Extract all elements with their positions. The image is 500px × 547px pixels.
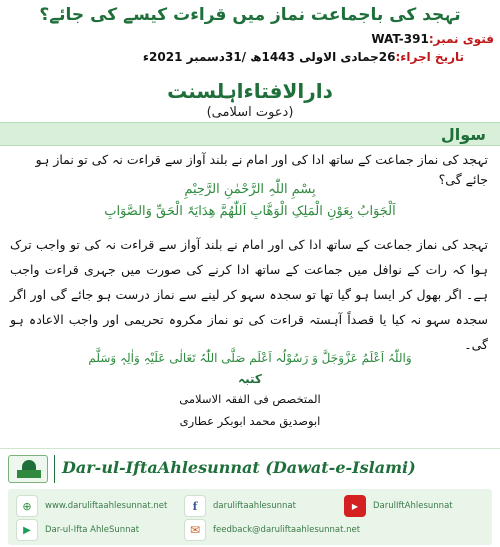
section-label: سوال [440, 125, 486, 144]
page-title: تہجد کی باجماعت نماز میں قراءت کیسے کی جائے؟ [39, 5, 461, 25]
written-by-label: کتبہ [238, 372, 262, 386]
issue-date-row [6, 48, 494, 66]
fatwa-number-value: WAT-391 [371, 32, 429, 46]
top-banner [0, 0, 500, 30]
youtube-icon: ▶ [344, 495, 366, 517]
contact-website-text: www.daruliftaahlesunnat.net [45, 501, 168, 511]
organization-heading [0, 78, 500, 122]
answer-text: تہجد کی نماز جماعت کے ساتھ ادا کی اور امام نے بلند آواز سے قراءت نہ کی تو واجب ترک ہوا کہ رات کے نوافل میں جماعت کے ساتھ ادا کرنے کی صورت میں جہری قراءت واجب ہے۔ اگر بھول کر ایسا ہو گیا تھا تو سجدہ سہو کر لینے سے نماز درست ہو جائے گی اور اگر سجدہ سہو نہ کیا یا قصداً آہستہ قراءت کی تو نماز مکروہ تحریمی اور واجب الاعادہ ہو گی۔ [10, 237, 488, 352]
issue-date-label: تاریخ اجراء: [395, 50, 464, 64]
author-name: ابوصدیق محمد ابوبکر عطاری [179, 414, 321, 428]
author-title: المتخصص فی الفقہ الاسلامی [179, 392, 321, 406]
footer-brand: Dar-ul-IftaAhlesunnat (Dawat-e-Islami) [62, 458, 416, 477]
contact-grid [8, 489, 492, 545]
contact-youtube[interactable] [344, 495, 453, 517]
fatwa-number-label: فتوی نمبر: [428, 32, 494, 46]
logo-icon [8, 455, 48, 483]
closing-text: وَاللّٰہُ اَعْلَمُ عَزَّوَجَلَّ وَ رَسُوْلُہ اَعْلَم صَلَّی اللّٰہُ تَعَالٰی عَلَیْہِ وَاٰلِہٖ وَسَلَّم [88, 351, 412, 365]
contact-facebook[interactable] [184, 495, 296, 517]
contact-email[interactable] [184, 519, 360, 541]
footer [0, 448, 500, 547]
contact-facebook-text: daruliftaahlesunnat [213, 501, 296, 511]
fatwa-meta [6, 30, 494, 66]
question-text: تہجد کی نماز جماعت کے ساتھ ادا کی اور امام نے بلند آواز سے قراءت نہ کی تو نماز ہو جائے گی؟ [35, 152, 488, 187]
signoff [0, 370, 500, 432]
email-icon: ✉ [184, 519, 206, 541]
organization-subtitle: (دعوت اسلامی) [206, 105, 294, 120]
question-section-bar [0, 122, 500, 146]
bismillah-text: بِسْمِ اللّٰہِ الرَّحْمٰنِ الرَّحِیْمِ [184, 182, 316, 197]
contact-app-text: Dar-ul-Ifta AhleSunnat [45, 525, 140, 535]
answer-opening-text: اَلْجَوَابُ بِعَوْنِ الْمَلِکِ الْوَھَّابِ اَللّٰھُمَّ ھِدَایَۃَ الْحَقِّ وَالصَّوَابِ [104, 204, 396, 219]
logo-dome [22, 460, 36, 470]
contact-email-text: feedback@daruliftaahlesunnat.net [213, 525, 361, 535]
contact-youtube-text: DarulIftAhlesunnat [373, 501, 453, 511]
contact-app[interactable] [16, 519, 139, 541]
issue-date-value: 26جمادی الاولی 1443ھ /31دسمبر 2021ء [142, 50, 396, 64]
fatwa-number-row [6, 30, 494, 48]
play-store-icon: ▶ [16, 519, 38, 541]
contact-website[interactable] [16, 495, 167, 517]
organization-name: دارالافتاءاہلسنت [167, 79, 333, 103]
logo-base [17, 470, 41, 478]
footer-divider [54, 455, 55, 483]
globe-icon: ⊕ [16, 495, 38, 517]
facebook-icon: f [184, 495, 206, 517]
